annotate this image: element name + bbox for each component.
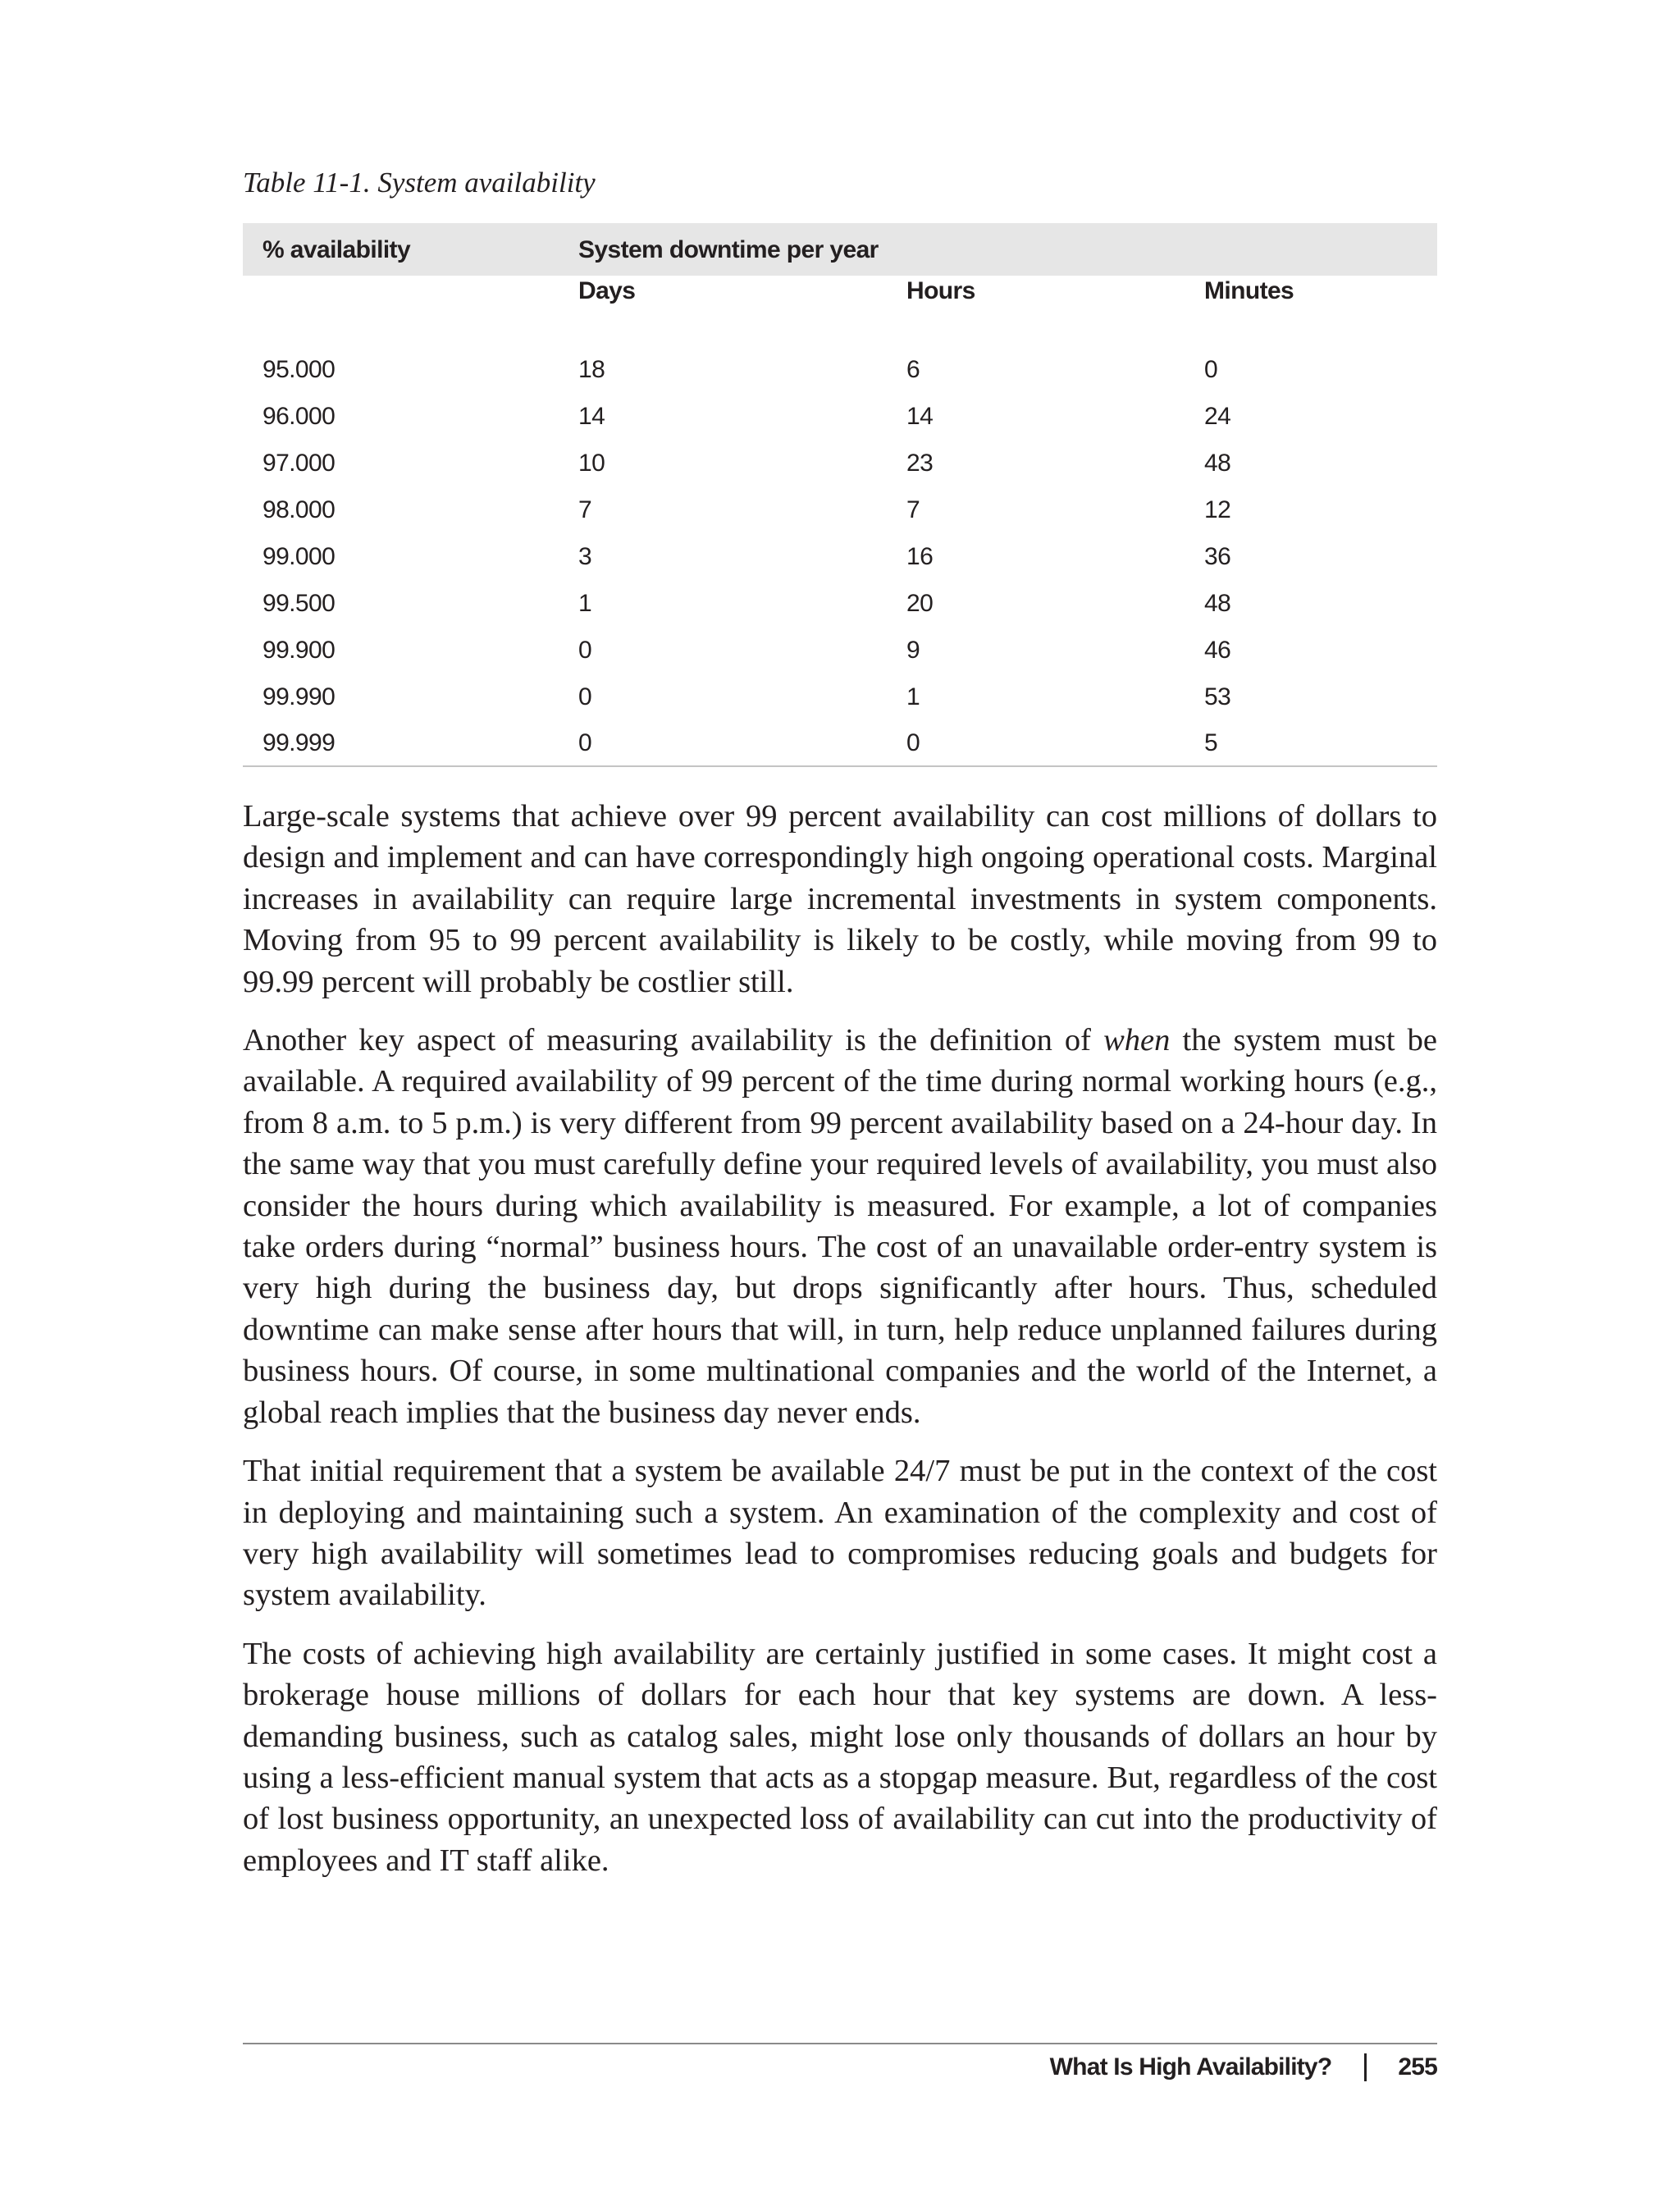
cell-days: 0 — [578, 636, 592, 664]
cell-hours: 7 — [906, 496, 920, 523]
header-availability: % availability — [243, 223, 559, 276]
table-row — [243, 440, 1437, 486]
table-spacer-row — [243, 325, 1437, 346]
cell-days: 14 — [578, 402, 605, 430]
cell-availability: 96.000 — [262, 402, 336, 430]
cell-hours: 1 — [906, 683, 920, 710]
body-text — [243, 796, 1437, 1898]
page-number: 255 — [1398, 2053, 1437, 2080]
cell-minutes: 48 — [1204, 589, 1231, 617]
footer-section-title: What Is High Availability? — [1049, 2053, 1332, 2080]
footer-separator — [1364, 2053, 1367, 2081]
footer-rule — [243, 2043, 1437, 2044]
table-header-row — [243, 223, 1437, 276]
cell-availability: 99.900 — [262, 636, 336, 664]
cell-days: 0 — [578, 683, 592, 710]
paragraph-3: That initial requirement that a system be available 24/7 must be put in the context of the cost in deploying and maintaining such a system. An examination of the complexity and cost of very high availability will sometimes lead to compromises reducing goals and budgets for system availability. — [243, 1454, 1437, 1613]
cell-hours: 23 — [906, 449, 934, 477]
paragraph-2 — [243, 1020, 1437, 1433]
cell-days: 3 — [578, 542, 592, 570]
cell-availability: 97.000 — [262, 449, 336, 477]
table-row — [243, 674, 1437, 720]
table-row — [243, 627, 1437, 674]
table-row — [243, 533, 1437, 580]
cell-hours: 14 — [906, 402, 934, 430]
subheader-minutes: Minutes — [1204, 277, 1294, 304]
cell-days: 0 — [578, 728, 592, 756]
table-row — [243, 720, 1437, 766]
cell-minutes: 5 — [1204, 728, 1218, 756]
cell-availability: 99.500 — [262, 589, 336, 617]
cell-availability: 95.000 — [262, 355, 336, 383]
cell-minutes: 36 — [1204, 542, 1231, 570]
table-row — [243, 393, 1437, 440]
cell-availability: 99.999 — [262, 728, 336, 756]
table-caption: Table 11-1. System availability — [243, 167, 596, 199]
table-subheader-row — [243, 276, 1437, 325]
emphasis-when: when — [1103, 1023, 1171, 1058]
cell-availability: 99.000 — [262, 542, 336, 570]
cell-hours: 16 — [906, 542, 934, 570]
table-row — [243, 580, 1437, 627]
cell-hours: 0 — [906, 728, 920, 756]
cell-days: 7 — [578, 496, 592, 523]
cell-availability: 98.000 — [262, 496, 336, 523]
table-row — [243, 486, 1437, 533]
cell-hours: 6 — [906, 355, 920, 383]
header-downtime-group: System downtime per year — [559, 223, 1437, 276]
subheader-hours: Hours — [906, 277, 975, 304]
cell-availability: 99.990 — [262, 683, 336, 710]
cell-minutes: 53 — [1204, 683, 1231, 710]
paragraph-2-lead: Another key aspect of measuring availability is the definition of — [243, 1023, 1104, 1058]
cell-minutes: 12 — [1204, 496, 1231, 523]
paragraph-4: The costs of achieving high availability are certainly justified in some cases. It might cost a brokerage house millions of dollars for each hour that key systems are down. A less-demanding business, such as catalog sales, might lose only thousands of dollars an hour by using a less-efficient manual system that acts as a stopgap measure. But, regardless of the cost of lost business opportunity, an unexpected loss of availability can cut into the productivity of employees and IT staff alike. — [243, 1636, 1437, 1878]
cell-minutes: 46 — [1204, 636, 1231, 664]
paragraph-2-rest: the system must be available. A required availability of 99 percent of the time during normal working hours (e.g., from 8 a.m. to 5 p.m.) is very different from 99 percent availability based on a 24-hour day. In the same way that you must carefully define your required levels of availability, you must also consider the hours during which availability is measured. For example, a lot of companies take orders during “normal” business hours. The cost of an unavailable order-entry system is very high during the business day, but drops significantly after hours. Thus, scheduled downtime can make sense after hours that will, in turn, help reduce unplanned failures during business hours. Of course, in some multinational companies and the world of the Internet, a global reach implies that the business day never ends. — [243, 1023, 1438, 1430]
book-page — [243, 0, 1437, 2206]
cell-days: 1 — [578, 589, 592, 617]
cell-minutes: 24 — [1204, 402, 1231, 430]
cell-minutes: 0 — [1204, 355, 1218, 383]
paragraph-1: Large-scale systems that achieve over 99 percent availability can cost millions of dollars to design and implement and can have correspondingly high ongoing operational costs. Marginal increases in availability can require large incremental investments in system components. Moving from 95 to 99 percent availability is likely to be costly, while moving from 99 to 99.99 percent will probably be costlier still. — [243, 799, 1437, 999]
cell-days: 10 — [578, 449, 605, 477]
table-row — [243, 346, 1437, 393]
running-footer — [1050, 2051, 1437, 2084]
cell-hours: 9 — [906, 636, 920, 664]
availability-table — [243, 223, 1437, 767]
cell-minutes: 48 — [1204, 449, 1231, 477]
cell-days: 18 — [578, 355, 605, 383]
subheader-days: Days — [578, 277, 636, 304]
cell-hours: 20 — [906, 589, 934, 617]
subheader-empty — [243, 276, 559, 325]
